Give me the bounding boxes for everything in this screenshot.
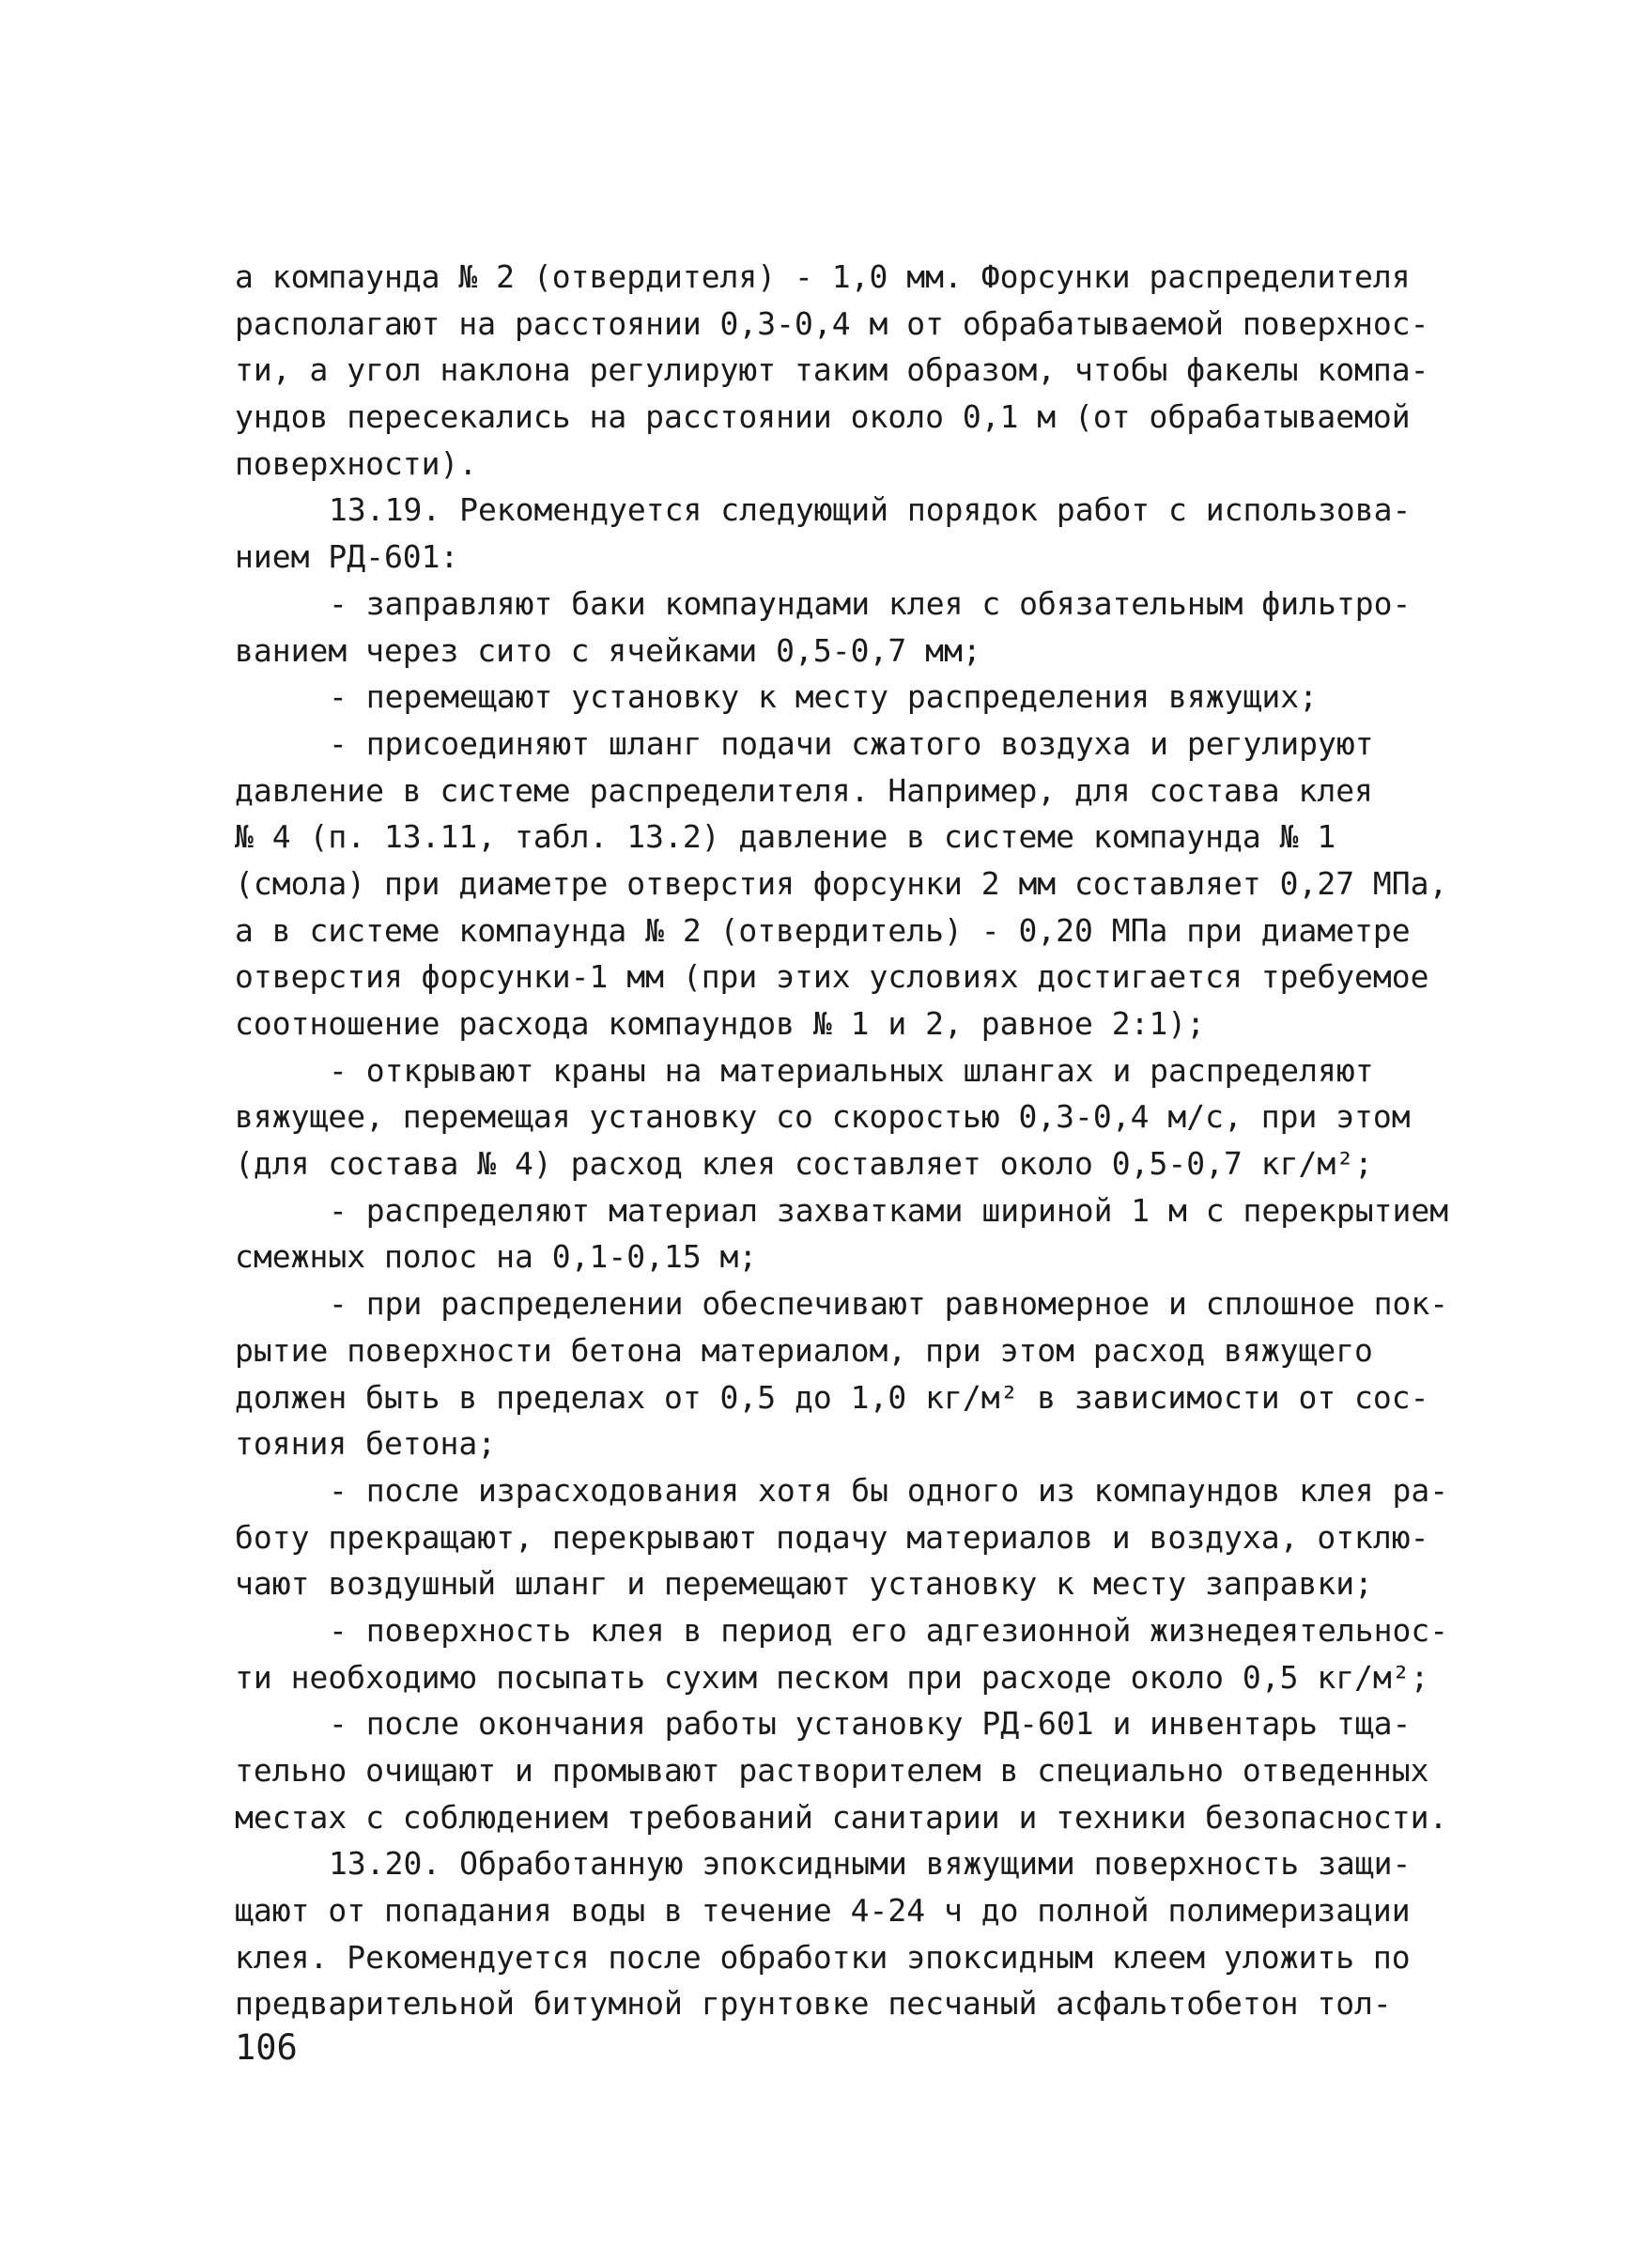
text-line: соотношение расхода компаундов № 1 и 2, равное 2:1); (235, 1005, 1206, 1042)
text-line: предварительной битумной грунтовке песчаный асфальтобетон тол- (235, 1985, 1392, 2023)
text-line: а в системе компаунда № 2 (отвердитель) - 0,20 МПа при диаметре (235, 911, 1411, 949)
text-line: отверстия форсунки-1 мм (при этих условиях достигается требуемое (235, 958, 1429, 996)
text-line: (смола) при диаметре отверстия форсунки 2 мм составляет 0,27 МПа, (235, 864, 1448, 902)
text-line: - заправляют баки компаундами клея с обязательным фильтро- (329, 584, 1412, 622)
text-line: щают от попадания воды в течение 4-24 ч до полной полимеризации (235, 1892, 1411, 1930)
text-line: ти, а угол наклона регулируют таким образом, чтобы факелы компа- (235, 351, 1429, 389)
text-line: - присоединяют шланг подачи сжатого воздуха и регулируют (329, 724, 1374, 762)
text-line: боту прекращают, перекрывают подачу материалов и воздуха, отклю- (235, 1518, 1429, 1556)
text-line: - после окончания работы установку РД-601 и инвентарь тща- (329, 1705, 1412, 1743)
body-text (235, 254, 1465, 2027)
text-line: должен быть в пределах от 0,5 до 1,0 кг/м² в зависимости от сос- (235, 1378, 1429, 1416)
text-line: (для состава № 4) расход клея составляет около 0,5-0,7 кг/м²; (235, 1145, 1373, 1183)
text-line: 13.19. Рекомендуется следующий порядок работ с использова- (329, 491, 1412, 529)
text-line: чают воздушный шланг и перемещают установку к месту заправки; (235, 1565, 1373, 1603)
text-line: а компаунда № 2 (отвердителя) - 1,0 мм. Форсунки распределителя (235, 258, 1411, 295)
text-line: тельно очищают и промывают растворителем в специально отведенных (235, 1752, 1429, 1789)
page-number: 106 (235, 2027, 298, 2068)
text-line: - поверхность клея в период его адгезионной жизнедеятельнос- (329, 1611, 1449, 1649)
text-line: местах с соблюдением требований санитарии и техники безопасности. (235, 1798, 1448, 1836)
text-line: 13.20. Обработанную эпоксидными вяжущими поверхность защи- (329, 1845, 1412, 1883)
text-line: нием РД-601: (235, 538, 459, 576)
text-line: давление в системе распределителя. Например, для состава клея (235, 771, 1373, 809)
text-line: вяжущее, перемещая установку со скоростью 0,3-0,4 м/с, при этом (235, 1098, 1411, 1136)
text-line: - после израсходования хотя бы одного из компаундов клея ра- (329, 1471, 1449, 1509)
text-line: - при распределении обеспечивают равномерное и сплошное пок- (329, 1285, 1449, 1323)
text-line: поверхности). (235, 444, 478, 482)
text-line: располагают на расстоянии 0,3-0,4 м от обрабатываемой поверхнос- (235, 304, 1429, 342)
text-line: - открывают краны на материальных шлангах и распределяют (329, 1051, 1374, 1089)
text-line: № 4 (п. 13.11, табл. 13.2) давление в системе компаунда № 1 (235, 818, 1336, 856)
text-line: ванием через сито с ячейками 0,5-0,7 мм; (235, 631, 981, 669)
text-line: смежных полос на 0,1-0,15 м; (235, 1238, 758, 1276)
text-line: клея. Рекомендуется после обработки эпоксидным клеем уложить по (235, 1938, 1411, 1976)
text-line: - распределяют материал захватками шириной 1 м с перекрытием (329, 1191, 1449, 1229)
text-line: ундов пересекались на расстоянии около 0,1 м (от обрабатываемой (235, 398, 1411, 436)
text-line: рытие поверхности бетона материалом, при этом расход вяжущего (235, 1331, 1373, 1369)
text-line: - перемещают установку к месту распределения вяжущих; (329, 678, 1318, 716)
text-line: ти необходимо посыпать сухим песком при расходе около 0,5 кг/м²; (235, 1658, 1429, 1696)
text-line: тояния бетона; (235, 1425, 497, 1463)
